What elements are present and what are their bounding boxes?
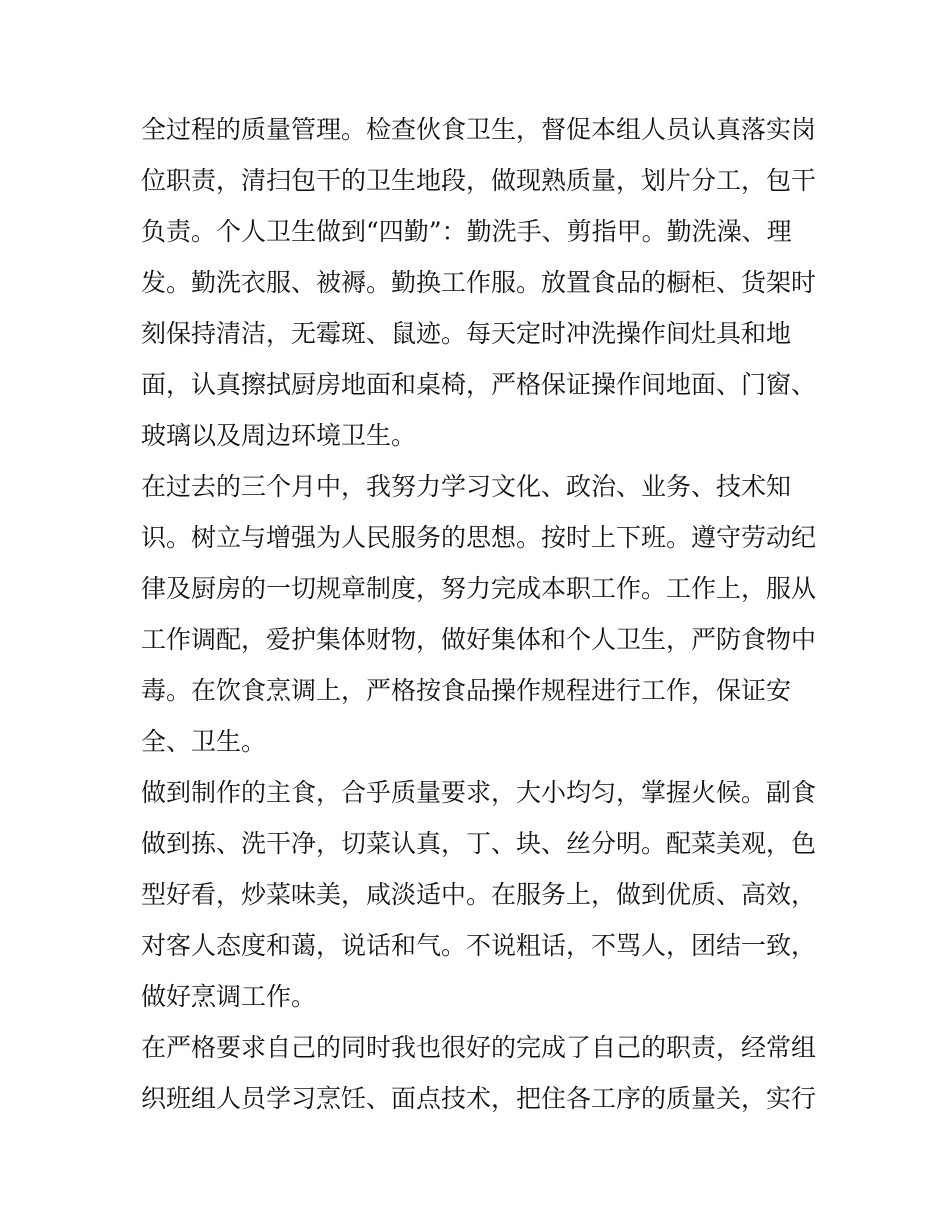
- paragraph-2: [141, 461, 816, 767]
- text-line: 刻保持清洁，无霉斑、鼠迹。每天定时冲洗操作间灶具和地: [141, 319, 792, 348]
- text-line: 面，认真擦拭厨房地面和桌椅，严格保证操作间地面、门窗、: [141, 370, 816, 399]
- text-line: 发。勤洗衣服、被褥。勤换工作服。放置食品的橱柜、货架时: [141, 268, 816, 297]
- text-line: 做好烹调工作。: [141, 982, 317, 1011]
- text-line: 负责。个人卫生做到“四勤”：勤洗手、剪指甲。勤洗澡、理: [141, 217, 792, 246]
- text-line: 位职责，清扫包干的卫生地段，做现熟质量，划片分工，包干: [141, 166, 816, 195]
- text-line: 织班组人员学习烹饪、面点技术，把住各工序的质量关，实行: [141, 1084, 816, 1113]
- text-line: 全、卫生。: [141, 727, 267, 756]
- text-line: 在过去的三个月中，我努力学习文化、政治、业务、技术知: [141, 472, 792, 501]
- text-line: 型好看，炒菜味美，咸淡适中。在服务上，做到优质、高效，: [141, 880, 816, 909]
- text-line: 对客人态度和蔼，说话和气。不说粗话，不骂人，团结一致，: [141, 931, 816, 960]
- paragraph-1: [141, 104, 816, 461]
- text-line: 在严格要求自己的同时我也很好的完成了自己的职责，经常组: [141, 1033, 816, 1062]
- text-line: 毒。在饮食烹调上，严格按食品操作规程进行工作，保证安: [141, 676, 792, 705]
- text-line: 识。树立与增强为人民服务的思想。按时上下班。遵守劳动纪: [141, 523, 816, 552]
- document-body: [141, 104, 816, 1124]
- text-line: 工作调配，爱护集体财物，做好集体和个人卫生，严防食物中: [141, 625, 816, 654]
- text-line: 做到拣、洗干净，切菜认真，丁、块、丝分明。配菜美观，色: [141, 829, 816, 858]
- text-line: 律及厨房的一切规章制度，努力完成本职工作。工作上，服从: [141, 574, 816, 603]
- text-line: 全过程的质量管理。检查伙食卫生，督促本组人员认真落实岗: [141, 115, 816, 144]
- text-line: 做到制作的主食，合乎质量要求，大小均匀，掌握火候。副食: [141, 778, 816, 807]
- text-line: 玻璃以及周边环境卫生。: [141, 421, 417, 450]
- paragraph-4: [141, 1022, 816, 1124]
- paragraph-3: [141, 767, 816, 1022]
